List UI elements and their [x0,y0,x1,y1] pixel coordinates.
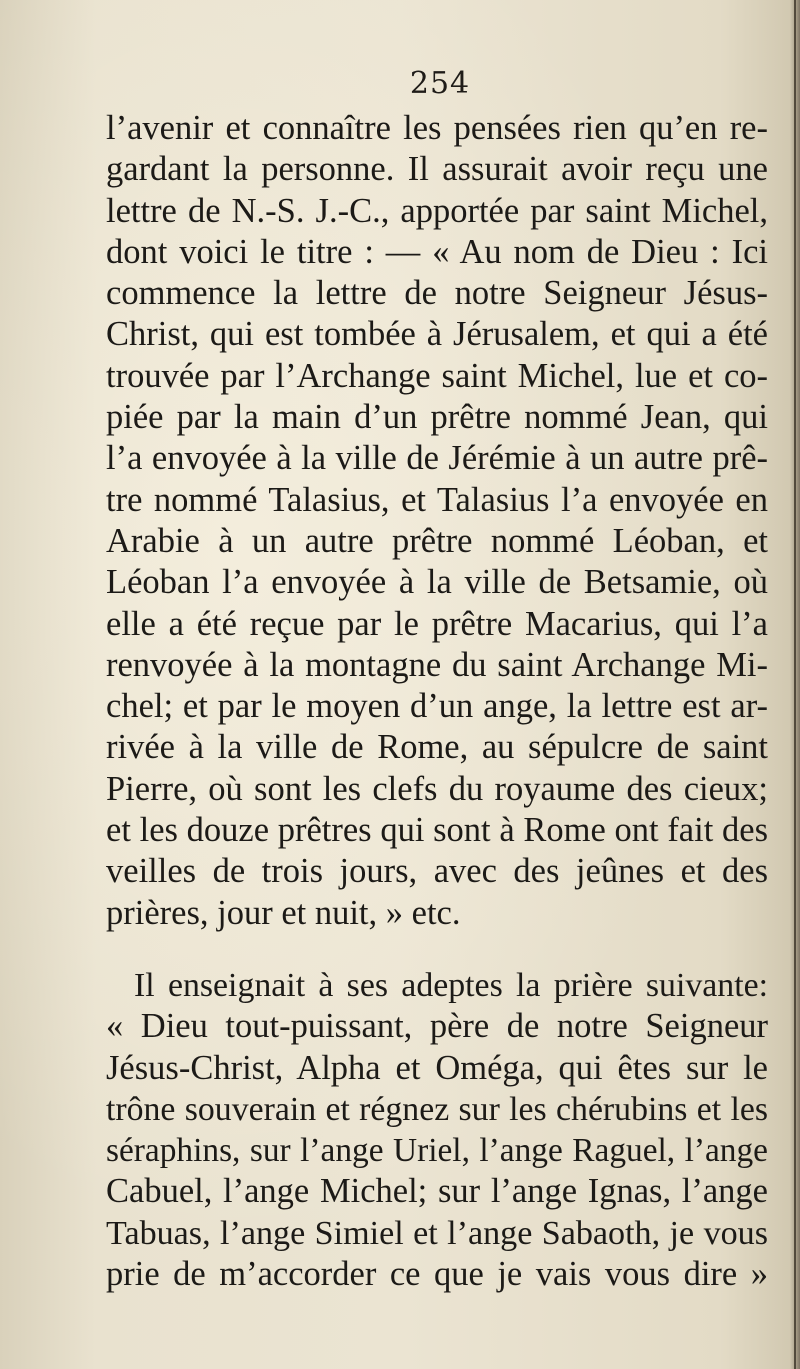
text-line: lettre de N.-S. J.-C., apportée par saint Michel, [106,191,768,230]
page-number: 254 [409,66,471,101]
text-line: Christ, qui est tombée à Jérusalem, et qui a été [106,315,768,354]
text-line: Léoban l’a envoyée à la ville de Betsamie, où [106,563,768,602]
text-line: elle a été reçue par le prêtre Macarius, qui l’a [106,604,768,643]
text-line: chel; et par le moyen d’un ange, la lettre est ar- [106,687,768,726]
text-line: dont voici le titre : — « Au nom de Dieu : Ici [106,232,768,271]
text-line: l’avenir et connaître les pensées rien qu’en re- [106,109,768,147]
text-line: Pierre, où sont les clefs du royaume des cieux; [106,769,768,808]
text-line: commence la lettre de notre Seigneur Jésus- [106,274,768,313]
text-line: Jésus-Christ, Alpha et Oméga, qui êtes sur le [106,1048,768,1087]
text-line: et les douze prêtres qui sont à Rome ont fait des [106,811,768,850]
page-edge-line [794,0,796,1369]
text-line: l’a envoyée à la ville de Jérémie à un autre prê- [106,439,768,478]
text-line: « Dieu tout-puissant, père de notre Seigneur [106,1007,768,1046]
text-line: prières, jour et nuit, » etc. [106,893,461,932]
paragraph-2 [106,965,768,1295]
text-line: Arabie à un autre prêtre nommé Léoban, et [106,521,768,560]
text-line: tre nommé Talasius, et Talasius l’a envoyée en [106,480,768,519]
text-line: séraphins, sur l’ange Uriel, l’ange Raguel, l’ange [106,1132,768,1170]
text-line: rivée à la ville de Rome, au sépulcre de saint [106,728,768,767]
text-line: prie de m’accorder ce que je vais vous dire » [106,1255,768,1294]
text-line: piée par la main d’un prêtre nommé Jean, qui [106,398,768,437]
paragraph-1 [106,108,768,934]
text-line: trouvée par l’Archange saint Michel, lue et co- [106,356,768,395]
text-line: gardant la personne. Il assurait avoir reçu une [106,150,768,189]
text-line: Tabuas, l’ange Simiel et l’ange Sabaoth, je vous [106,1214,768,1252]
text-line: trône souverain et régnez sur les chérubins et les [106,1090,768,1128]
text-line: veilles de trois jours, avec des jeûnes et des [106,852,768,891]
text-line: Il enseignait à ses adeptes la prière suivante: [134,967,768,1004]
text-line: renvoyée à la montagne du saint Archange Mi- [106,645,768,684]
text-line: Cabuel, l’ange Michel; sur l’ange Ignas, l’ange [106,1172,768,1211]
